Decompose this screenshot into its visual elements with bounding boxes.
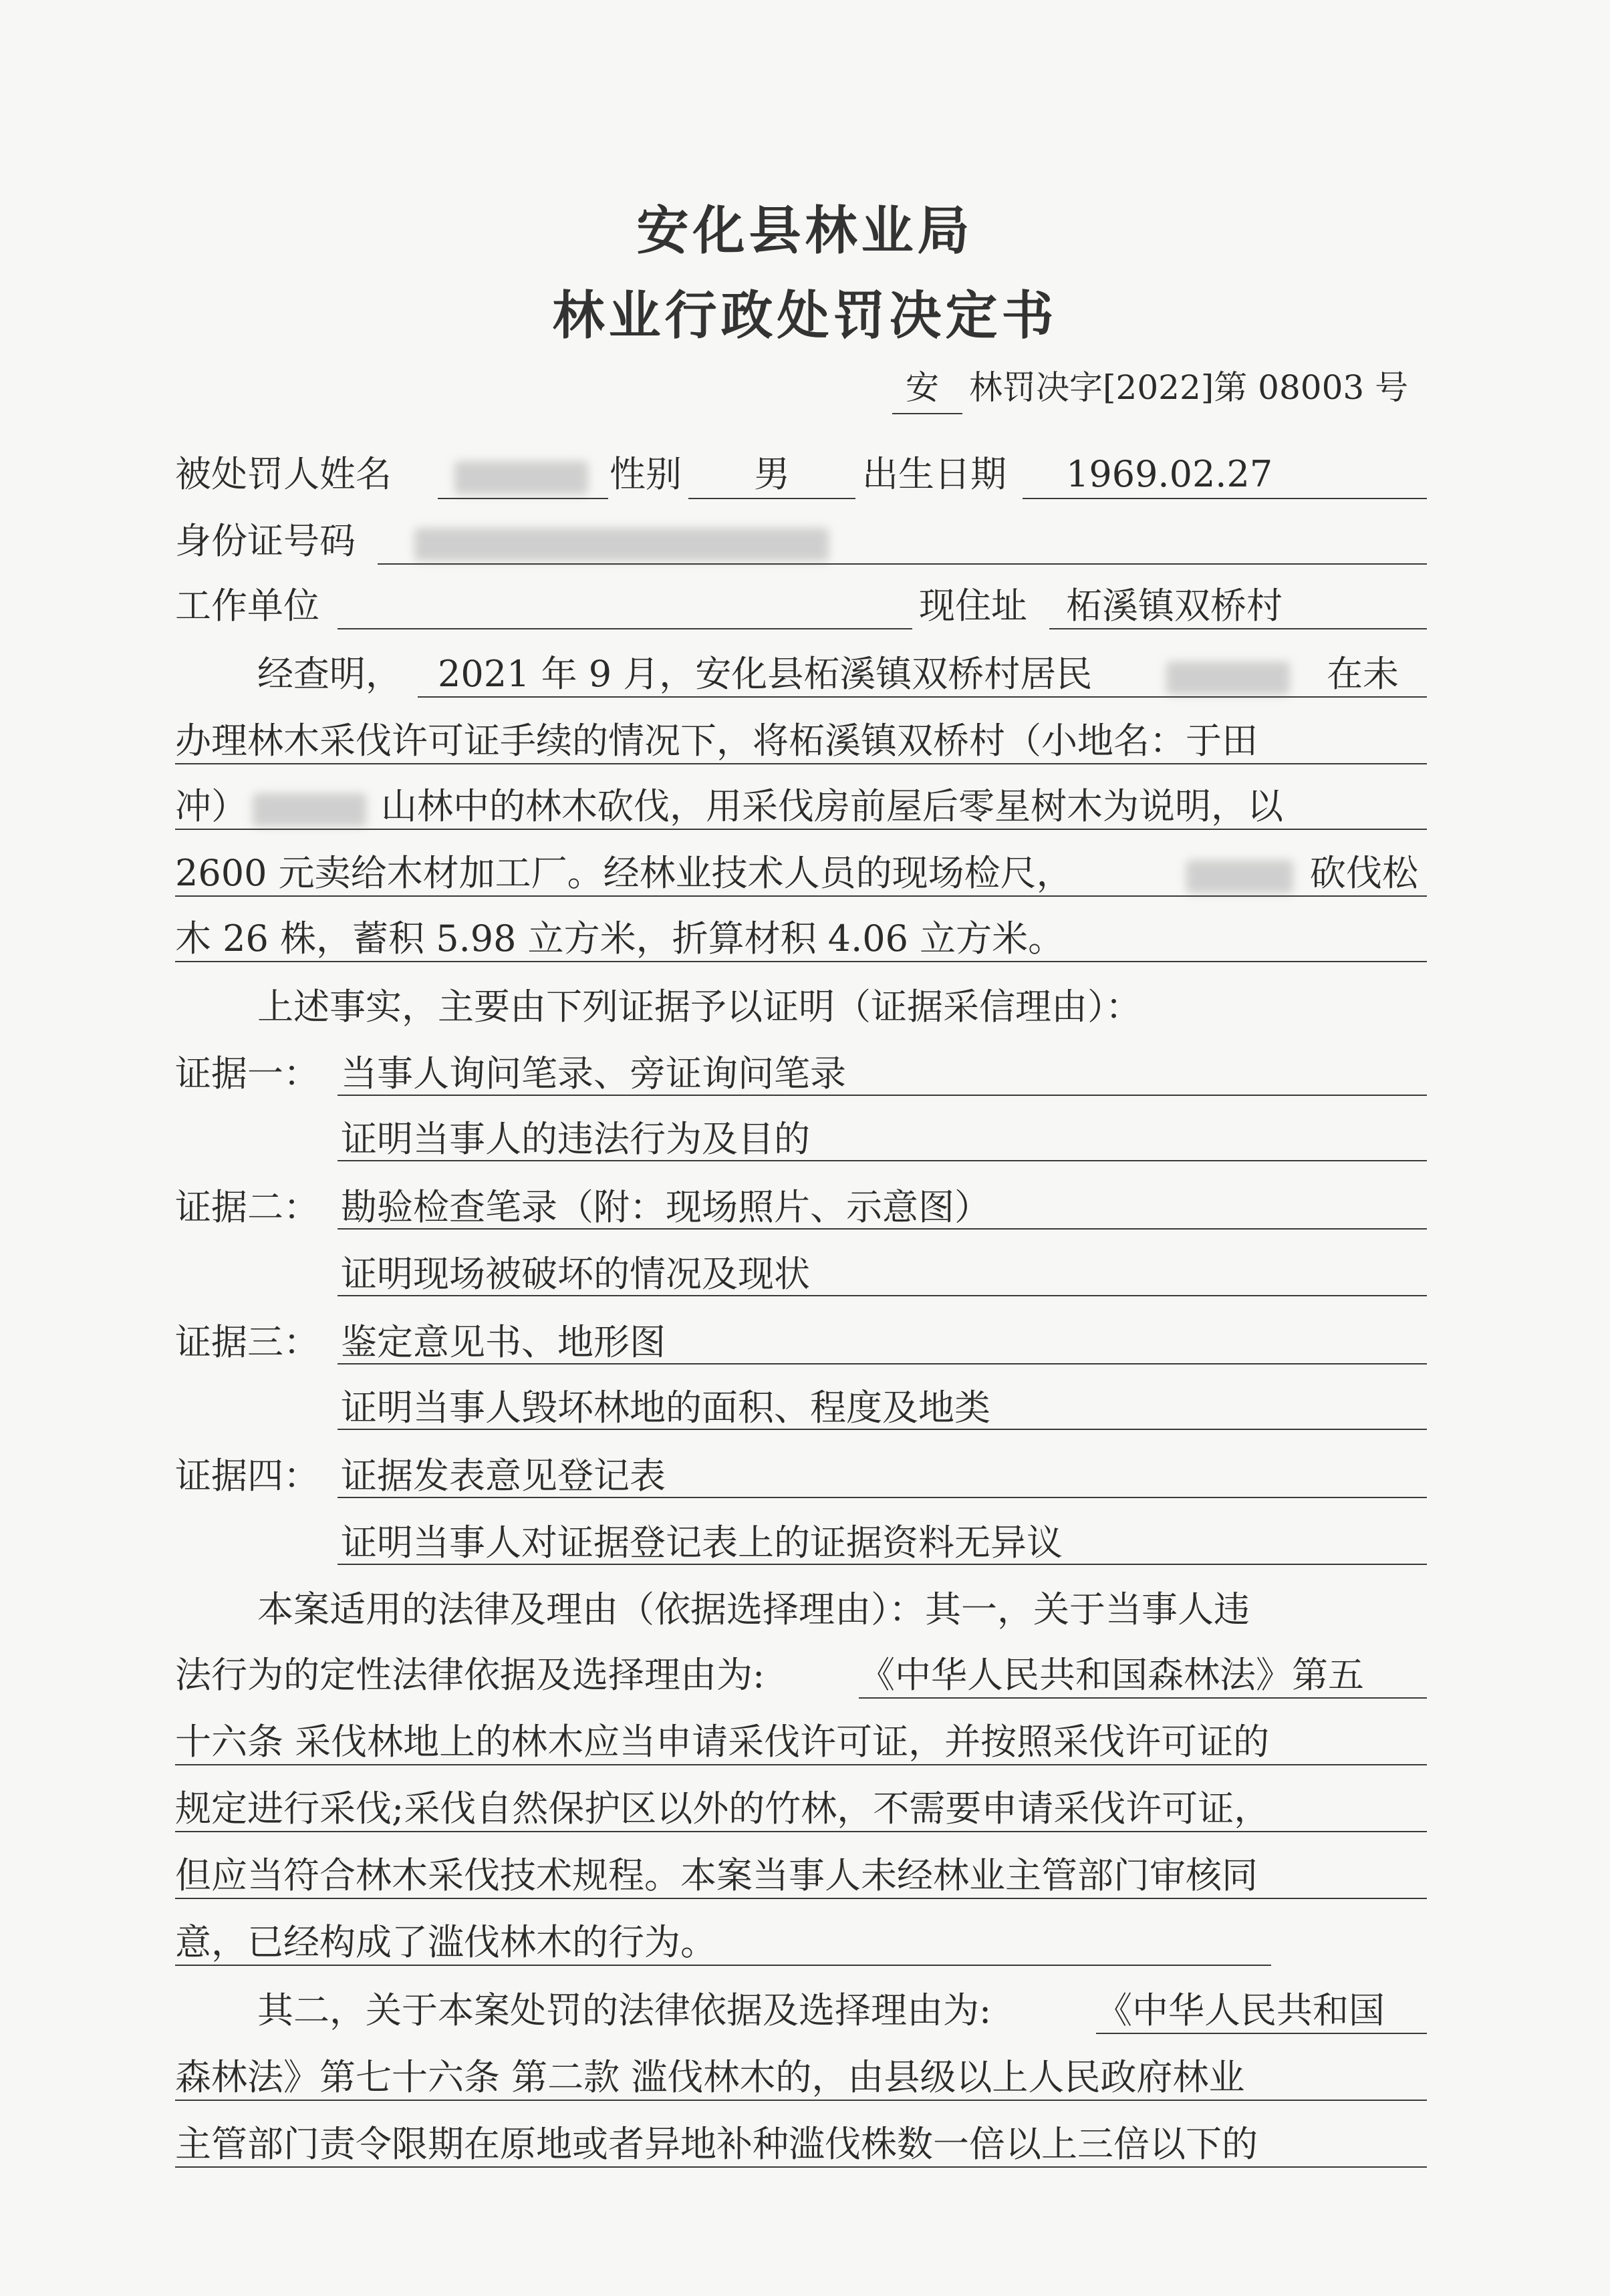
- name-underline: [438, 498, 608, 499]
- redacted-offender: [1186, 860, 1293, 893]
- evidence-3-item: 鉴定意见书、地形图: [341, 1321, 666, 1363]
- law2-underline: [1096, 2033, 1427, 2034]
- evidence-underline: [338, 1228, 1427, 1230]
- evidence-1-purpose: 证明当事人的违法行为及目的: [341, 1118, 810, 1160]
- law1-line1: 本案适用的法律及理由（依据选择理由）：其一，关于当事人违: [257, 1588, 1250, 1630]
- facts-line1: 2021 年 9 月，安化县柘溪镇双桥村居民: [438, 653, 1093, 695]
- doc-number-underline: [892, 413, 962, 414]
- facts-line4-end: 砍伐松: [1310, 852, 1418, 894]
- law1-line3: 十六条 采伐林地上的林木应当申请采伐许可证，并按照采伐许可证的: [175, 1721, 1270, 1763]
- law1-underline: [175, 1831, 1427, 1832]
- facts-line5: 木 26 株，蓄积 5.98 立方米，折算材积 4.06 立方米。: [175, 917, 1065, 960]
- law1-line4: 规定进行采伐;采伐自然保护区以外的竹林，不需要申请采伐许可证，: [175, 1787, 1270, 1830]
- facts-line3: 山林中的林木砍伐，用采伐房前屋后零星树木为说明，以: [381, 785, 1283, 827]
- law2-underline: [175, 2166, 1427, 2168]
- evidence-underline: [338, 1095, 1427, 1096]
- facts-underline-3: [175, 829, 1427, 830]
- law2-line2: 森林法》第七十六条 第二款 滥伐林木的，由县级以上人民政府林业: [175, 2056, 1245, 2098]
- name-label: 被处罚人姓名: [175, 453, 392, 495]
- redacted-resident: [1166, 662, 1290, 695]
- facts-lead: 经查明，: [257, 653, 402, 695]
- law2-line1: 其二，关于本案处罚的法律依据及选择理由为:: [257, 1989, 992, 2031]
- law1-line5: 但应当符合林木采伐技术规程。本案当事人未经林业主管部门审核同: [175, 1854, 1258, 1896]
- law1-underline: [859, 1697, 1427, 1699]
- law1-underline: [175, 1965, 1271, 1966]
- redacted-name: [454, 461, 588, 494]
- address-value: 柘溪镇双桥村: [1066, 585, 1283, 627]
- facts-underline-1: [418, 696, 1427, 698]
- id-label: 身份证号码: [175, 520, 356, 562]
- law1-line2: 法行为的定性法律依据及选择理由为:: [175, 1654, 765, 1696]
- document-title: 林业行政处罚决定书: [552, 285, 1058, 346]
- address-label: 现住址: [919, 585, 1027, 627]
- gender-label: 性别: [610, 453, 682, 495]
- evidence-4-purpose: 证明当事人对证据登记表上的证据资料无异议: [341, 1522, 1063, 1564]
- evidence-2-label: 证据二：: [175, 1186, 319, 1228]
- birth-underline: [1023, 498, 1427, 499]
- evidence-underline: [338, 1160, 1427, 1161]
- facts-underline-4: [175, 895, 1427, 897]
- work-underline: [338, 628, 912, 629]
- evidence-underline: [338, 1295, 1427, 1296]
- law1-underline: [175, 1898, 1427, 1899]
- birth-value: 1969.02.27: [1066, 453, 1273, 495]
- id-underline: [378, 563, 1427, 565]
- gender-value: 男: [754, 453, 790, 495]
- evidence-1-item: 当事人询问笔录、旁证询问笔录: [341, 1052, 846, 1095]
- law1-citation: 《中华人民共和国森林法》第五: [859, 1654, 1364, 1696]
- evidence-underline: [338, 1363, 1427, 1365]
- address-underline: [1049, 628, 1427, 629]
- facts-line3-start: 冲）: [175, 785, 247, 827]
- evidence-4-item: 证据发表意见登记表: [341, 1455, 666, 1497]
- evidence-underline: [338, 1564, 1427, 1565]
- agency-title: 安化县林业局: [636, 200, 974, 261]
- evidence-4-label: 证据四：: [175, 1455, 319, 1497]
- facts-line4: 2600 元卖给木材加工厂。经林业技术人员的现场检尺，: [175, 852, 1073, 894]
- doc-number: 林罚决字[2022]第 08003 号: [969, 368, 1409, 407]
- facts-line2: 办理林木采伐许可证手续的情况下，将柘溪镇双桥村（小地名：于田: [175, 720, 1258, 762]
- evidence-3-purpose: 证明当事人毁坏林地的面积、程度及地类: [341, 1387, 990, 1429]
- birth-label: 出生日期: [862, 453, 1007, 495]
- work-label: 工作单位: [175, 585, 319, 627]
- law2-line3: 主管部门责令限期在原地或者异地补种滥伐株数一倍以上三倍以下的: [175, 2123, 1258, 2165]
- doc-number-prefix: 安: [906, 368, 939, 407]
- evidence-underline: [338, 1429, 1427, 1430]
- evidence-underline: [338, 1497, 1427, 1498]
- facts-underline-2: [175, 763, 1427, 764]
- evidence-2-item: 勘验检查笔录（附：现场照片、示意图）: [341, 1186, 990, 1228]
- evidence-1-label: 证据一：: [175, 1052, 319, 1095]
- evidence-3-label: 证据三：: [175, 1321, 319, 1363]
- law1-underline: [175, 1764, 1427, 1765]
- evidence-intro: 上述事实，主要由下列证据予以证明（证据采信理由）：: [257, 986, 1142, 1028]
- law1-line6: 意，已经构成了滥伐林木的行为。: [175, 1921, 716, 1963]
- evidence-2-purpose: 证明现场被破坏的情况及现状: [341, 1253, 810, 1295]
- law2-underline: [175, 2100, 1427, 2101]
- gender-underline: [688, 498, 855, 499]
- redacted-id: [414, 528, 829, 561]
- law2-citation: 《中华人民共和国: [1096, 1989, 1385, 2031]
- redacted-landowner: [253, 793, 366, 827]
- facts-underline-5: [175, 961, 1427, 962]
- facts-line1-end: 在未: [1327, 653, 1399, 695]
